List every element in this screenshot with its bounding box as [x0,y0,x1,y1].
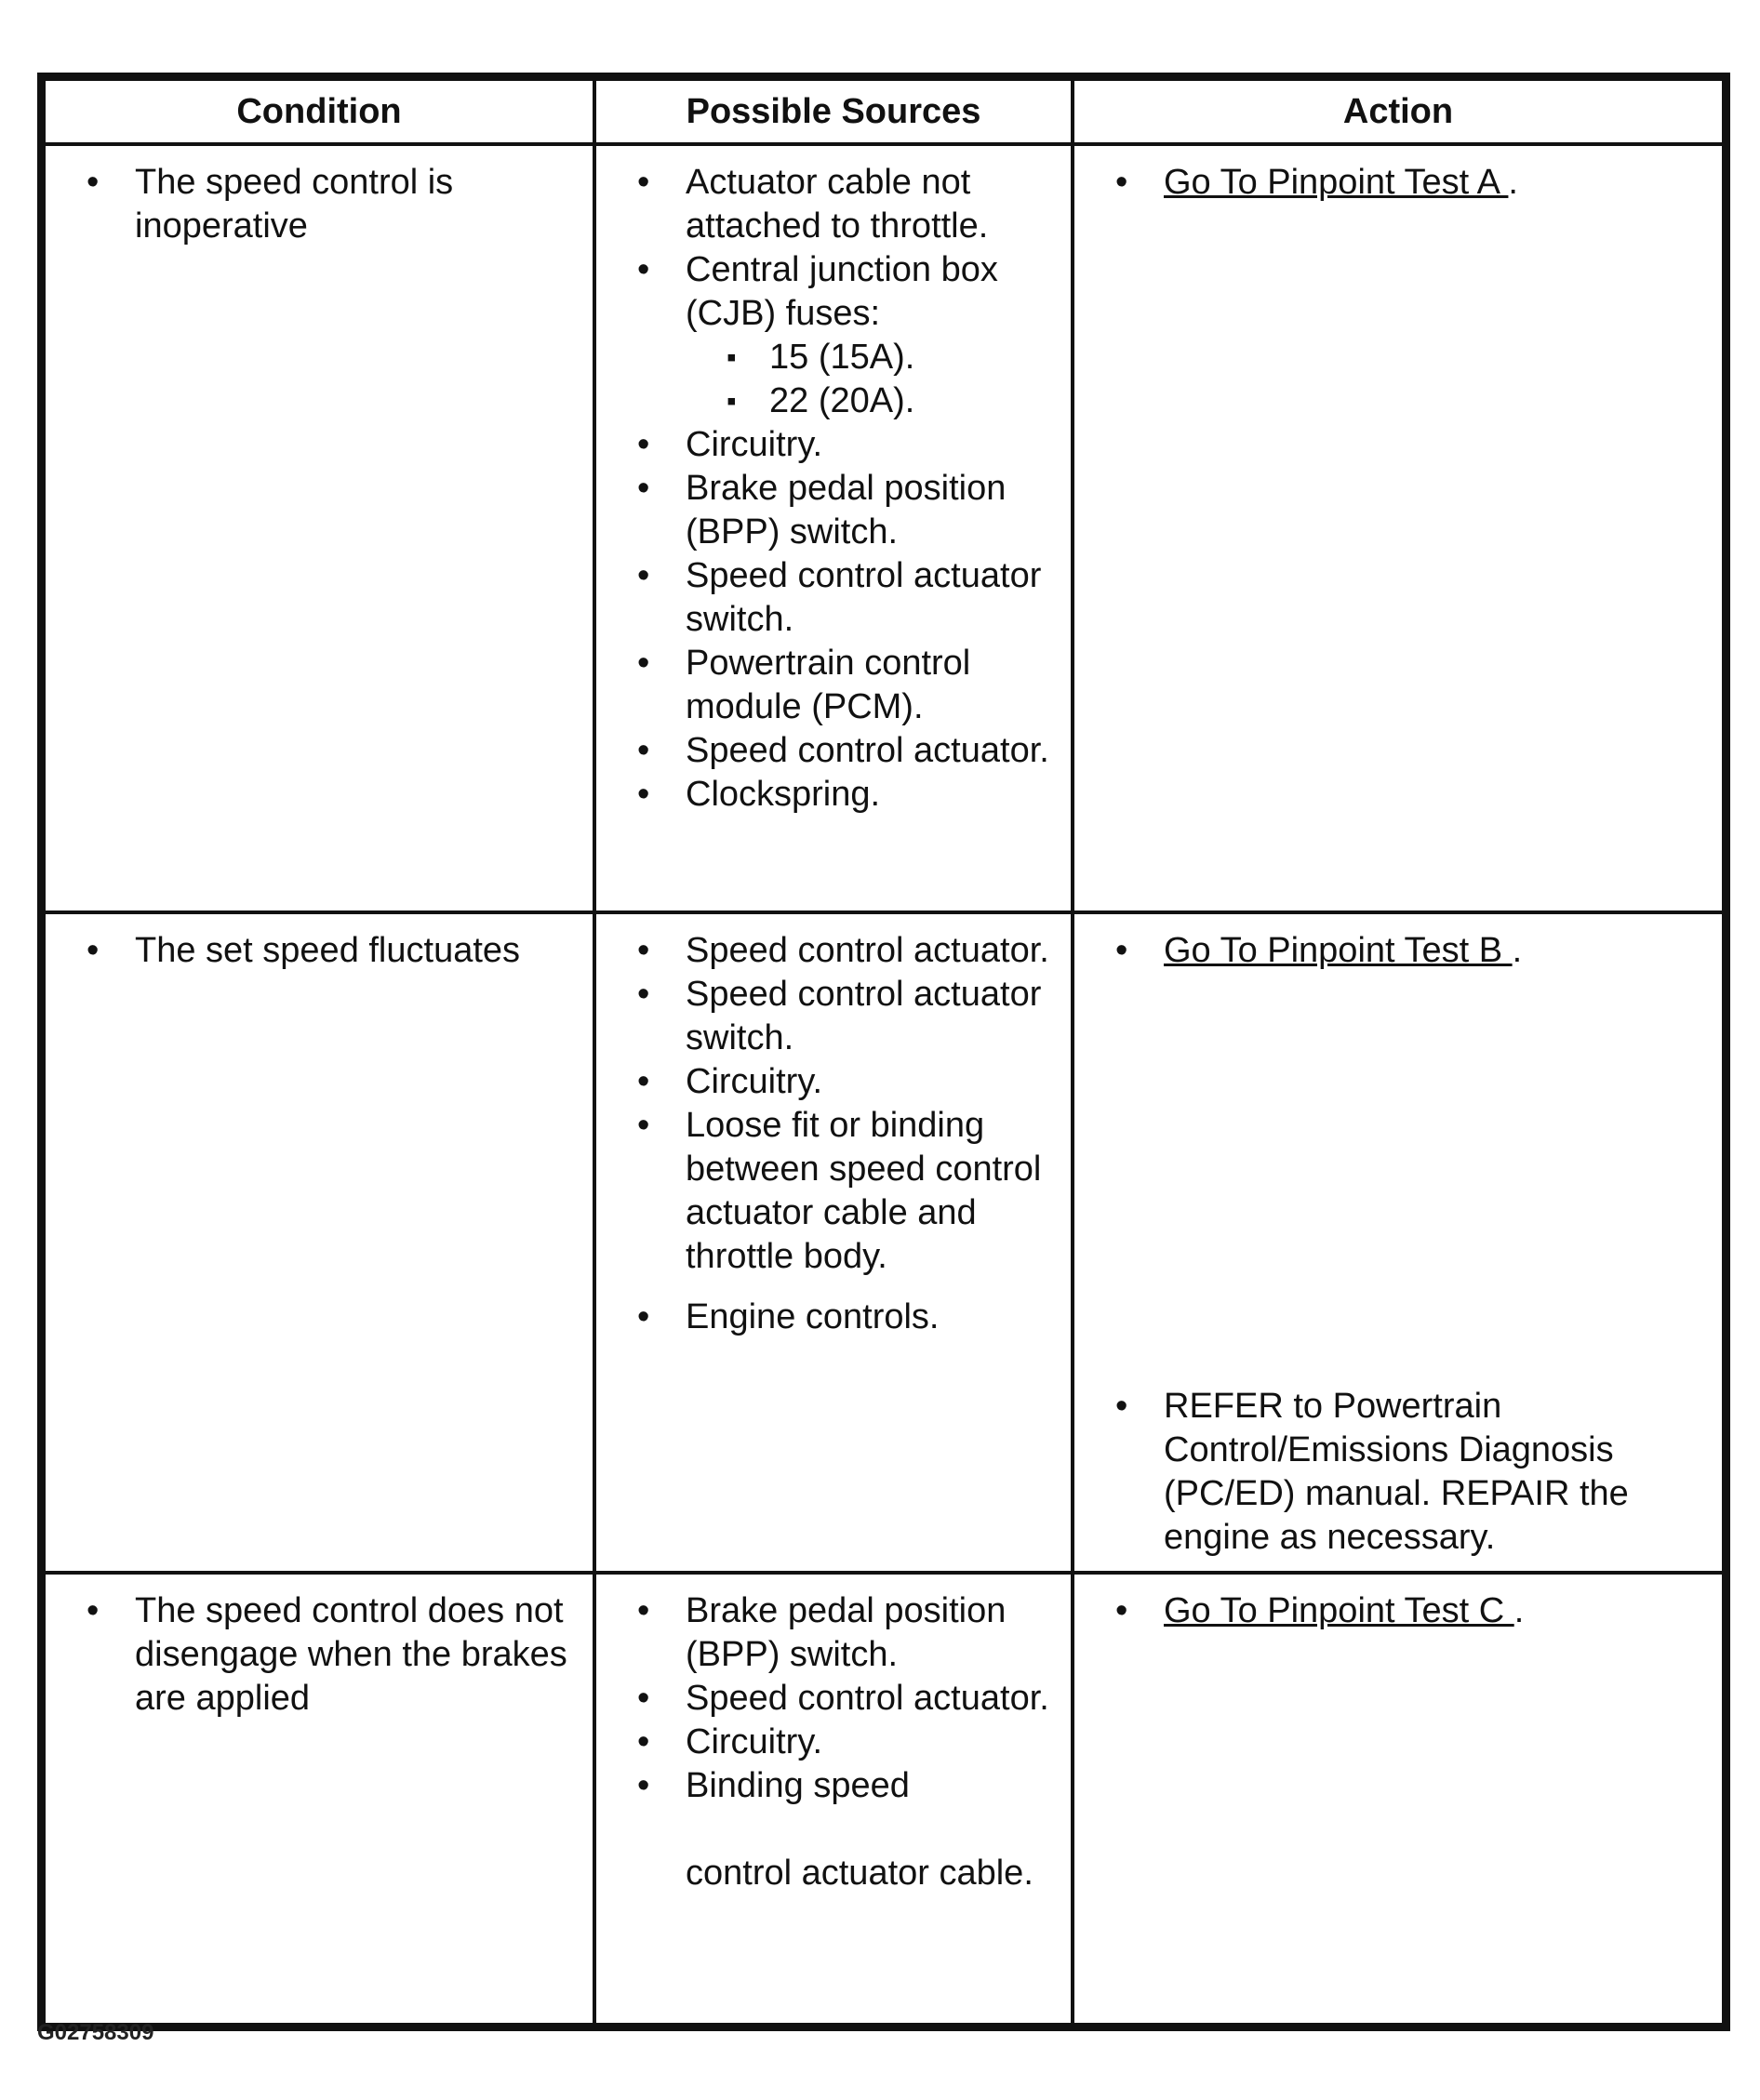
condition-text: • The speed control is inoperative [135,161,580,248]
header-possible-sources: Possible Sources [594,79,1073,144]
action-cell [1073,1573,1724,2025]
condition-cell [44,144,594,912]
source-item: • Speed control actuator switch. [686,973,1058,1060]
source-item: • Binding speed [686,1764,1058,1808]
source-item: • Speed control actuator. [686,1677,1058,1721]
action-cell [1073,912,1724,1573]
header-condition: Condition [44,79,594,144]
source-item: • Engine controls. [686,1296,1058,1339]
table-row [44,912,1724,1573]
fuse-item: ▪ 22 (20A). [769,379,1058,423]
source-item: • Clockspring. [686,773,1058,817]
action-period: . [1513,1591,1525,1630]
figure-id: G02758309 [37,2020,154,2045]
sources-cell [594,1573,1073,2025]
source-item-label: Central junction box (CJB) fuses: [686,250,998,333]
table-row [44,1573,1724,2025]
action-cell [1073,144,1724,912]
pinpoint-test-b-link[interactable]: Go To Pinpoint Test B [1164,931,1513,970]
action-period: . [1512,931,1523,970]
source-item: • Actuator cable not attached to throttle. [686,161,1058,248]
condition-text: • The speed control does not disengage when the brakes are applied [135,1589,580,1721]
source-continuation: control actuator cable. [686,1854,1033,1893]
table-row [44,144,1724,912]
source-item: • Speed control actuator switch. [686,554,1058,642]
header-action: Action [1073,79,1724,144]
source-item-fuses [686,248,1058,423]
source-item: • Speed control actuator. [686,729,1058,773]
source-item: • Circuitry. [686,1060,1058,1104]
blank-line [686,1808,1058,1852]
source-item: • Brake pedal position (BPP) switch. [686,467,1058,554]
action-item [1164,1589,1709,1633]
action-item [1164,929,1709,973]
action-period: . [1508,163,1518,202]
source-item: • Speed control actuator. [686,929,1058,973]
source-item: • Powertrain control module (PCM). [686,642,1058,729]
condition-text: • The set speed fluctuates [135,929,580,973]
pinpoint-test-a-link[interactable]: Go To Pinpoint Test A [1164,163,1509,202]
source-item: • Circuitry. [686,1721,1058,1764]
fuse-item: ▪ 15 (15A). [769,336,1058,379]
condition-cell [44,1573,594,2025]
diagnosis-table-frame [37,73,1730,2031]
table-header-row [44,79,1724,144]
action-item [1164,161,1709,205]
action-item-refer: • REFER to Powertrain Control/Emissions Diagnosis (PC/ED) manual. REPAIR the engine as necessary. [1164,1385,1709,1560]
condition-cell [44,912,594,1573]
sources-cell [594,144,1073,912]
pinpoint-test-c-link[interactable]: Go To Pinpoint Test C [1164,1591,1514,1630]
source-item: • Brake pedal position (BPP) switch. [686,1589,1058,1677]
sources-cell [594,912,1073,1573]
symptom-chart-table [42,77,1726,2027]
source-item: • Circuitry. [686,423,1058,467]
source-item: • Loose fit or binding between speed control actuator cable and throttle body. [686,1104,1058,1279]
